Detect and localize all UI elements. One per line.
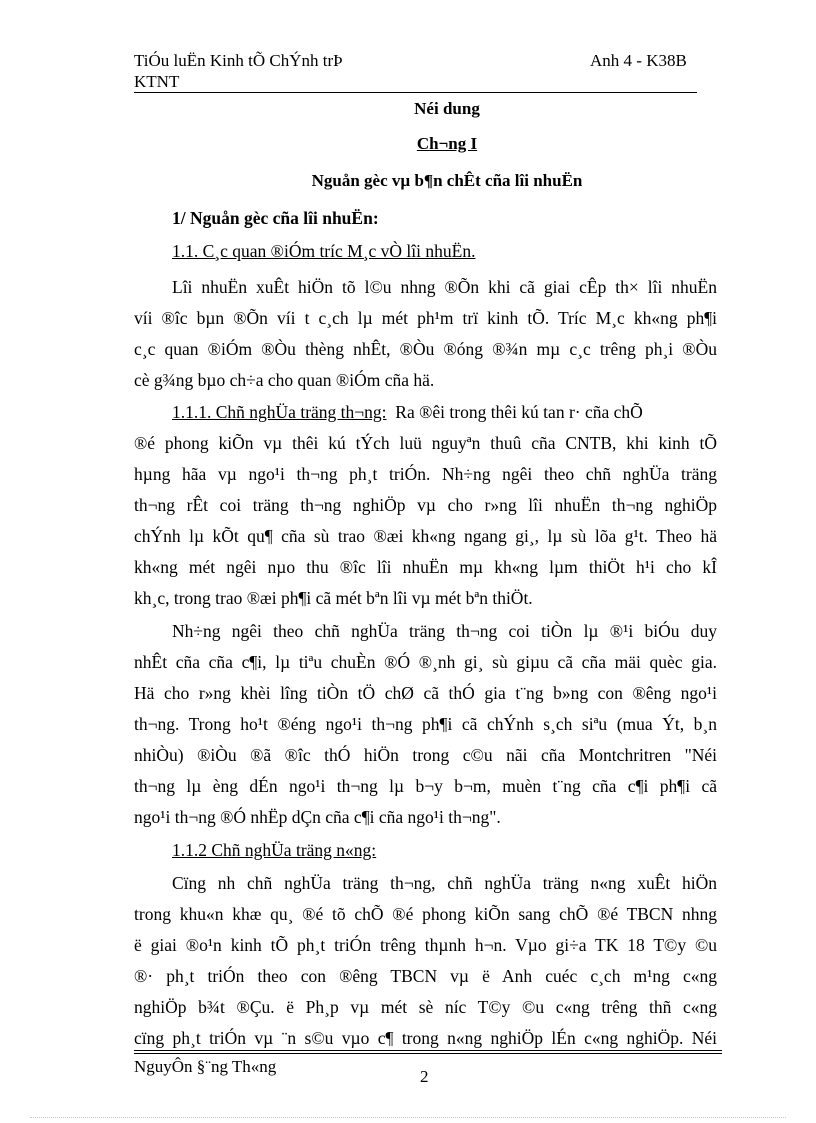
paragraph-line-lead [134, 402, 717, 422]
paragraph-line: víi ®îc bµn ®Õn víi t c¸ch lµ mét ph¹m trï kinh tÕ. Tríc M¸c kh«ng ph¶i [134, 308, 717, 328]
header-right: Anh 4 - K38B [590, 51, 687, 70]
paragraph-line: cè g¾ng bµo ch÷a cho quan ®iÓm cña hä. [134, 370, 435, 390]
page-number: 2 [420, 1067, 429, 1086]
paragraph-line: c¸c quan ®iÓm ®Òu thèng nhÊt, ®Òu ®óng ®¾n mµ c¸c trêng ph¸i ®Òu [134, 339, 717, 359]
header-title: TiÓu luËn Kinh tÕ ChÝnh trÞ [134, 51, 343, 70]
paragraph-line: hµng hãa vµ ngo¹i th¬ng ph¸t triÓn. Nh÷ng ngêi theo chñ nghÜa träng [134, 464, 717, 484]
header-rule [134, 92, 697, 93]
paragraph-line: Cïng nh chñ nghÜa träng th¬ng, chñ nghÜa träng n«ng xuÊt hiÖn [172, 873, 717, 893]
header-subtitle: KTNT [134, 72, 180, 91]
footer-rule-top [134, 1050, 722, 1051]
paragraph-line: nhiÒu) ®iÒu ®ã ®îc thÓ hiÖn trong c©u nãi cña Montchritren "Néi [134, 745, 717, 765]
content-heading: Néi dung [414, 99, 480, 118]
paragraph-line: ngo¹i th¬ng ®Ó nhËp dÇn cña c¶i cña ngo¹i th¬ng". [134, 807, 501, 827]
section-heading-1-1-2: 1.1.2 Chñ nghÜa träng n«ng: [172, 840, 377, 860]
paragraph-line: th¬ng lµ èng dÉn ngo¹i th¬ng lµ b¬y b¬m, muèn t¨ng cña c¶i ph¶i cã [134, 776, 717, 796]
paragraph-line: chÝnh lµ kÕt qu¶ cña sù trao ®æi kh«ng ngang gi¸, lµ sù lõa g¹t. Theo hä [134, 526, 717, 546]
chapter-heading: Ch¬ng I [416, 134, 478, 153]
paragraph-line: th¬ng rÊt coi träng th¬ng nghiÖp vµ cho r»ng lîi nhuËn th¬ng nghiÖp [134, 495, 717, 515]
paragraph-line: nhÊt cña cña c¶i, lµ tiªu chuÈn ®Ó ®¸nh gi¸ sù giµu cã cña mäi quèc gia. [134, 652, 717, 672]
paragraph-line: Nh÷ng ngêi theo chñ nghÜa träng th¬ng coi tiÒn lµ ®¹i biÓu duy [172, 621, 717, 641]
paragraph-line: ë giai ®o¹n kinh tÕ ph¸t triÓn trêng thµnh h¬n. Vµo gi÷a TK 18 T©y ©u [134, 935, 717, 955]
paragraph-line: ®· ph¸t triÓn theo con ®êng TBCN vµ ë Anh cuéc c¸ch m¹ng c«ng [134, 966, 717, 986]
paragraph-line: kh¸c, trong trao ®æi ph¶i cã mét bªn lîi vµ mét bªn thiÖt. [134, 588, 533, 608]
section-heading-1-1-1: 1.1.1. Chñ nghÜa träng th¬ng: [172, 402, 387, 422]
paragraph-line: trong khu«n khæ qu¸ ®é tõ chÕ ®é phong kiÕn sang chÕ ®é TBCN nhng [134, 904, 717, 924]
paragraph-line: th¬ng. Trong ho¹t ®éng ngo¹i th¬ng ph¶i cã chÝnh s¸ch siªu (mua Ýt, b¸n [134, 714, 717, 734]
footer-author: NguyÔn §¨ng Th«ng [134, 1057, 277, 1076]
header-left [134, 50, 343, 92]
paragraph-line: Lîi nhuËn xuÊt hiÖn tõ l©u nhng ®Õn khi cã giai cÊp th× lîi nhuËn [172, 277, 717, 297]
footer-rule-bottom [134, 1053, 722, 1054]
paragraph-line: Hä cho r»ng khèi lîng tiÒn tÖ chØ cã thÓ gia t¨ng b»ng con ®êng ngo¹i [134, 683, 717, 703]
section-heading-1: 1/ Nguån gèc cña lîi nhuËn: [172, 208, 379, 228]
page-edge-dotted-line [30, 1117, 786, 1118]
paragraph-line: cïng ph¸t triÓn vµ ¨n s©u vµo c¶ trong n«ng nghiÖp lÉn c«ng nghiÖp. Néi [134, 1028, 717, 1048]
chapter-title: Nguån gèc vµ b¶n chÊt cña lîi nhuËn [311, 171, 583, 190]
paragraph-lead-text: Ra ®êi trong thêi kú tan r· cña chÕ [395, 402, 643, 422]
paragraph-line: ®é phong kiÕn vµ thêi kú tÝch luü nguyªn thuû cña CNTB, khi kinh tÕ [134, 433, 717, 453]
paragraph-line: kh«ng mét ngêi nµo thu ®îc lîi nhuËn mµ kh«ng lµm thiÖt h¹i cho kÎ [134, 557, 717, 577]
section-heading-1-1: 1.1. C¸c quan ®iÓm tríc M¸c vÒ lîi nhuËn. [172, 241, 476, 261]
paragraph-line: nghiÖp b¾t ®Çu. ë Ph¸p vµ mét sè níc T©y ©u c«ng trêng thñ c«ng [134, 997, 717, 1017]
